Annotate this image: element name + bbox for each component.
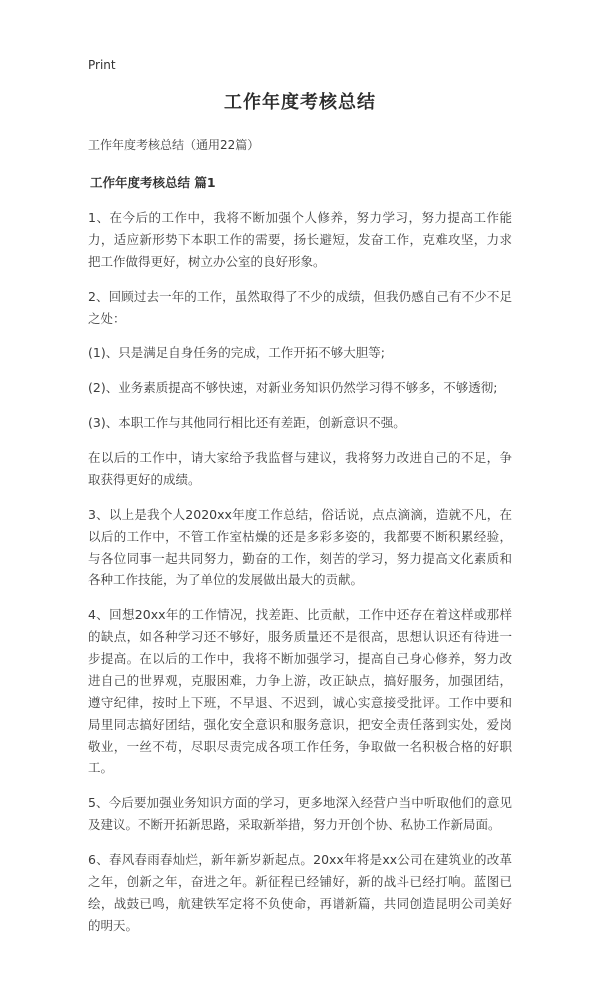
document-subtitle: 工作年度考核总结（通用22篇） xyxy=(88,138,260,152)
paragraph-5: 5、今后要加强业务知识方面的学习，更多地深入经营户当中听取他们的意见及建议。不断开拓新思路，采取新举措，努力开创个协、私协工作新局面。 xyxy=(88,795,512,833)
paragraph-6: 6、春风春雨春灿烂，新年新岁新起点。20xx年将是xx公司在建筑业的改革之年，创新之年，奋进之年。新征程已经铺好，新的战斗已经打响。蓝图已绘，战鼓已鸣，航建铁军定将不负使命，再谱新篇，共同创造昆明公司美好的明天。 xyxy=(88,852,512,933)
paragraph-2-item-2: (2)、业务素质提高不够快速，对新业务知识仍然学习得不够多，不够透彻; xyxy=(88,380,498,396)
paragraph-4: 4、回想20xx年的工作情况，找差距、比贡献，工作中还存在着这样或那样的缺点，如各种学习还不够好，服务质量还不是很高，思想认识还有待进一步提高。在以后的工作中，我将不断加强学习，提高自己身心修养，努力改进自己的世界观，克服困难，力争上游，改正缺点，搞好服务，加强团结，遵守纪律，按时上下班，不早退、不迟到，诚心实意接受批评。工作中要和局里同志搞好团结，强化安全意识和服务意识，把安全责任落到实处，爱岗敬业，一丝不苟，尽职尽责完成各项工作任务，争取做一名积极合格的好职工。 xyxy=(88,607,512,776)
document-title: 工作年度考核总结 xyxy=(224,92,376,113)
paragraph-2-item-1: (1)、只是满足自身任务的完成，工作开拓不够大胆等; xyxy=(88,345,385,361)
paragraph-3: 3、以上是我个人2020xx年度工作总结，俗话说，点点滴滴，造就不凡，在以后的工作中，不管工作室枯燥的还是多彩多姿的，我都要不断积累经验，与各位同事一起共同努力，勤奋的工作，刻苦的学习，努力提高文化素质和各种工作技能，为了单位的发展做出最大的贡献。 xyxy=(88,506,512,588)
paragraph-1: 1、在今后的工作中，我将不断加强个人修养，努力学习，努力提高工作能力，适应新形势下本职工作的需要，扬长避短，发奋工作，克难攻坚，力求把工作做得更好，树立办公室的良好形象。 xyxy=(88,210,512,269)
paragraph-2-closing: 在以后的工作中，请大家给予我监督与建议，我将努力改进自己的不足，争取获得更好的成绩。 xyxy=(88,450,512,487)
section-heading: 工作年度考核总结 篇1 xyxy=(90,175,216,190)
print-button[interactable]: Print xyxy=(88,58,116,72)
paragraph-2: 2、回顾过去一年的工作，虽然取得了不少的成绩，但我仍感自己有不少不足之处： xyxy=(88,288,512,326)
paragraph-2-item-3: (3)、本职工作与其他同行相比还有差距，创新意识不强。 xyxy=(88,415,406,431)
